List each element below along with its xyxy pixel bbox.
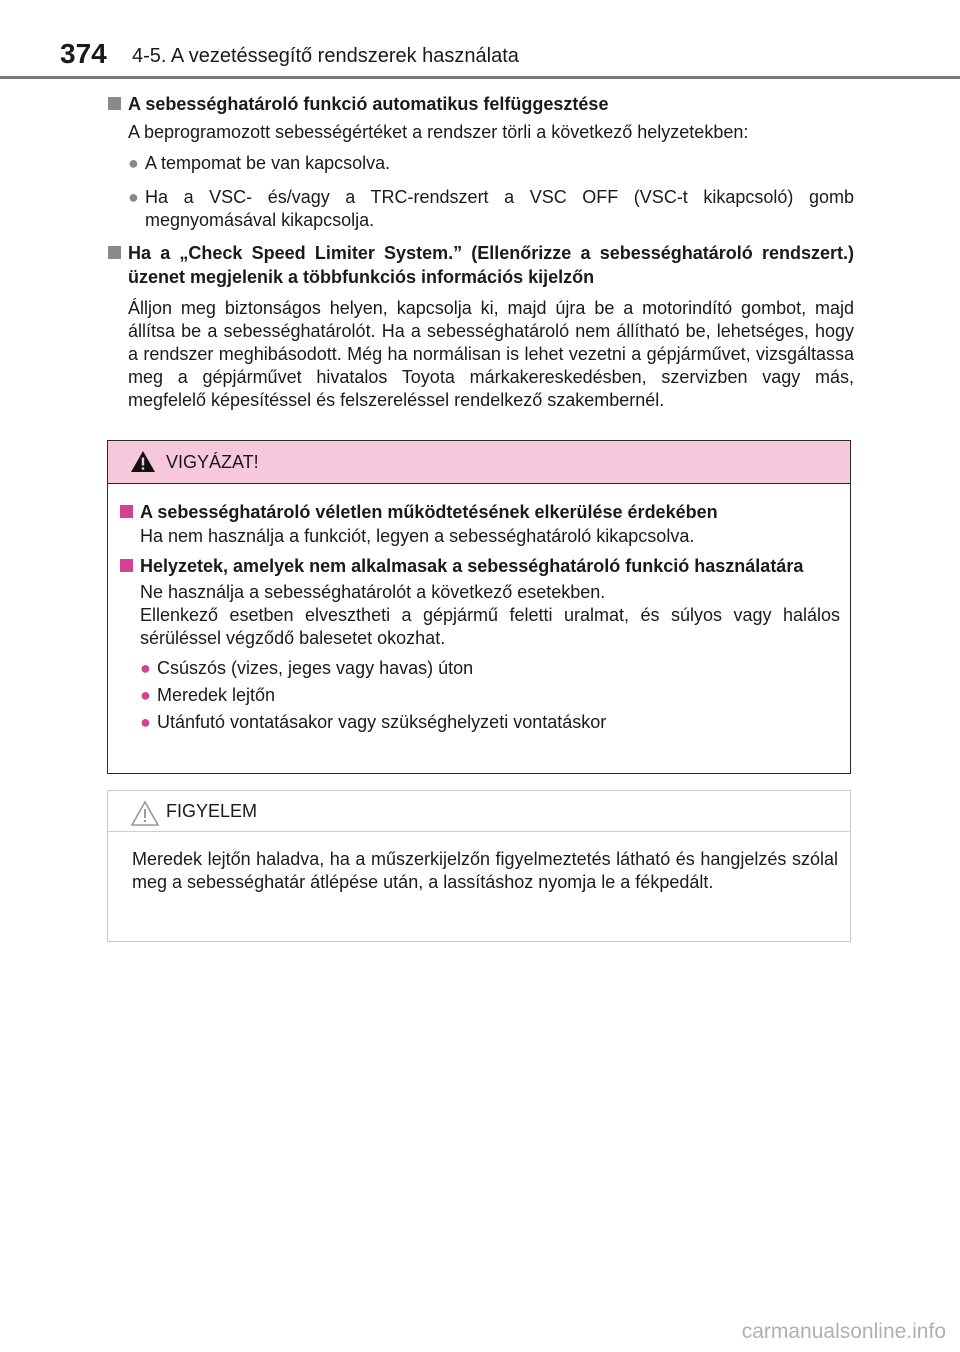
caution-triangle-icon — [130, 800, 160, 826]
warning-item-text: Ne használja a sebességhatárolót a következő esetekben. — [140, 582, 606, 602]
list-item: ● A tempomat be van kapcsolva. — [128, 153, 391, 173]
circle-bullet-icon: ● — [140, 658, 151, 678]
circle-bullet-icon: ● — [128, 153, 139, 173]
notice-label: FIGYELEM — [166, 801, 258, 821]
list-item: ● Meredek lejtőn — [140, 685, 276, 705]
main-content — [108, 92, 854, 412]
section-title: 4-5. A vezetéssegítő rendszerek használata — [132, 45, 519, 67]
warning-label: VIGYÁZAT! — [166, 452, 259, 472]
watermark: carmanualsonline.info — [741, 1320, 946, 1343]
section-heading: A sebességhatároló funkció automatikus felfüggesztése — [108, 92, 854, 117]
circle-bullet-icon: ● — [128, 187, 139, 207]
circle-bullet-icon: ● — [140, 685, 151, 705]
warning-item-text: Ha nem használja a funkciót, legyen a sebességhatároló kikapcsolva. — [140, 526, 695, 546]
warning-body — [108, 484, 850, 734]
warning-item-heading: A sebességhatároló véletlen működtetésének elkerülése érdekében — [120, 500, 840, 525]
notice-text: Meredek lejtőn haladva, ha a műszerkijelzőn figyelmeztetés látható és hangjelzés szólal meg a sebességhatár átlépése után, a lassításhoz nyomja le a fékpedált. — [132, 849, 838, 892]
list-item: ● Csúszós (vizes, jeges vagy havas) úton — [140, 658, 474, 678]
header-divider — [0, 76, 960, 79]
square-bullet-icon — [120, 505, 133, 518]
section-text: Álljon meg biztonságos helyen, kapcsolja ki, majd újra be a motorindító gombot, majd állítsa be a sebességhatárolót. Ha a sebességhatároló nem állítható be, lehetséges, hogy a rendszer meghibásodott. Még ha normálisan is lehet vezetni a gépjárművet, vizsgáltassa meg a gépjárművet hivatalos Toyota márkakereskedésben, szervizben vagy más, megfelelő képesítéssel és felszereléssel rendelkező szakembernél. — [128, 298, 854, 410]
warning-box — [107, 440, 851, 774]
list-item: ● Utánfutó vontatásakor vagy szükséghelyzeti vontatáskor — [140, 712, 607, 732]
list-item: ● Ha a VSC- és/vagy a TRC-rendszert a VSC OFF (VSC-t kikapcsoló) gomb megnyomásával kikapcsolja. — [128, 187, 854, 230]
warning-triangle-icon — [130, 450, 156, 473]
page-number: 374 — [60, 38, 107, 69]
square-bullet-icon — [108, 97, 121, 110]
warning-item-heading: Helyzetek, amelyek nem alkalmasak a sebességhatároló funkció használatára — [120, 554, 840, 579]
square-bullet-icon — [108, 246, 121, 259]
page-header — [0, 0, 960, 80]
section-heading: Ha a „Check Speed Limiter System.” (Ellenőrizze a sebességhatároló rendszert.) üzenet megjelenik a többfunkciós információs kijelzőn — [108, 241, 854, 289]
square-bullet-icon — [120, 559, 133, 572]
notice-box — [107, 790, 851, 942]
section-intro: A beprogramozott sebességértéket a rendszer törli a következő helyzetekben: — [128, 122, 749, 142]
warning-header — [108, 441, 850, 484]
circle-bullet-icon: ● — [140, 712, 151, 732]
warning-item-text: Ellenkező esetben elvesztheti a gépjármű feletti uralmat, és súlyos vagy halálos sérüléssel végződő balesetet okozhat. — [140, 605, 840, 648]
notice-header — [108, 791, 850, 832]
